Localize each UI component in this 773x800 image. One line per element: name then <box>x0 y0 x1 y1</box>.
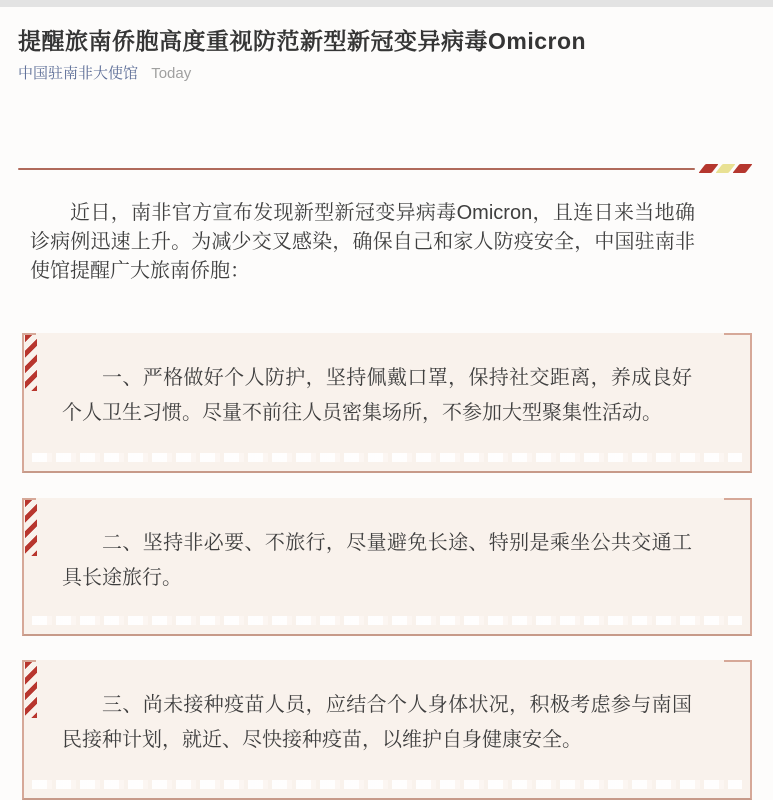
byline <box>18 65 755 83</box>
intro-paragraph: 近日，南非官方宣布发现新型新冠变异病毒Omicron，且连日来当地确诊病例迅速上升。为减少交叉感染，确保自己和家人防疫安全，中国驻南非使馆提醒广大旅南侨胞： <box>30 202 695 282</box>
article-header <box>0 7 773 83</box>
window-top-edge <box>0 0 773 7</box>
slash-red-icon <box>732 164 752 173</box>
notice-text-1: 一、严格做好个人防护，坚持佩戴口罩，保持社交距离，养成良好个人卫生习惯。尽量不前往人员密集场所，不参加大型聚集性活动。 <box>62 367 692 424</box>
account-name-link[interactable]: 中国驻南非大使馆 <box>18 65 139 82</box>
notice-box-1 <box>22 333 752 473</box>
striped-ribbon-icon <box>25 500 37 556</box>
perforation-strip <box>32 616 742 625</box>
publish-date: Today <box>151 65 192 82</box>
divider-line <box>18 168 695 170</box>
notice-box-3 <box>22 660 752 800</box>
notice-text-3: 三、尚未接种疫苗人员，应结合个人身体状况，积极考虑参与南国民接种计划，就近、尽快接种疫苗，以维护自身健康安全。 <box>62 694 692 751</box>
page-title: 提醒旅南侨胞高度重视防范新型新冠变异病毒Omicron <box>18 28 587 54</box>
striped-ribbon-icon <box>25 335 37 391</box>
divider-slashes-icon <box>702 164 749 173</box>
section-divider <box>18 163 755 175</box>
notice-text-2: 二、坚持非必要、不旅行，尽量避免长途、特别是乘坐公共交通工具长途旅行。 <box>62 532 692 589</box>
notice-box-2 <box>22 498 752 636</box>
striped-ribbon-icon <box>25 662 37 718</box>
perforation-strip <box>32 453 742 462</box>
